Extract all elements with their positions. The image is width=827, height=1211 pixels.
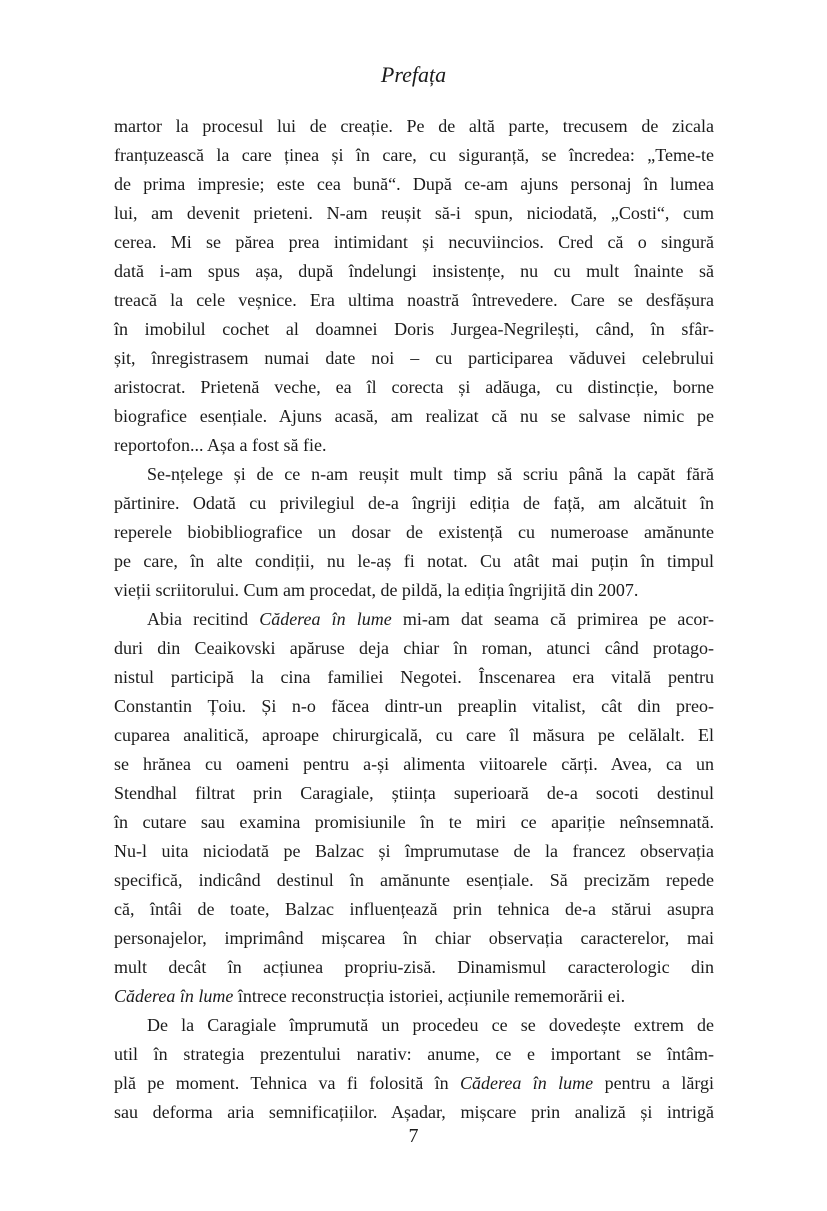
text-line bbox=[114, 489, 714, 518]
text-line bbox=[114, 924, 714, 953]
text-line bbox=[114, 315, 714, 344]
text-run: Stendhal filtrat prin Caragiale, știința superioară de-a socoti destinul bbox=[114, 783, 714, 803]
text-run: sau deforma aria semnificațiilor. Așadar, mișcare prin analiză și intrigă bbox=[114, 1102, 714, 1122]
text-line bbox=[114, 837, 714, 866]
text-run: părtinire. Odată cu privilegiul de-a îngriji ediția de față, am alcătuit în bbox=[114, 493, 714, 513]
text-line bbox=[114, 663, 714, 692]
text-line bbox=[114, 1040, 714, 1069]
text-line bbox=[114, 982, 714, 1011]
text-run: De la Caragiale împrumută un procedeu ce se dovedește extrem de bbox=[147, 1015, 714, 1035]
text-run: util în strategia prezentului narativ: anume, ce e important se întâm- bbox=[114, 1044, 714, 1064]
text-run: în imobilul cochet al doamnei Doris Jurgea-Negrilești, când, în sfâr- bbox=[114, 319, 714, 339]
text-run: Se-nțelege și de ce n-am reușit mult timp să scriu până la capăt fără bbox=[147, 464, 714, 484]
text-run: biografice esențiale. Ajuns acasă, am realizat că nu se salvase nimic pe bbox=[114, 406, 714, 426]
text-run: cuparea analitică, aproape chirurgicală, cu care îl măsura pe celălalt. El bbox=[114, 725, 714, 745]
text-line bbox=[114, 692, 714, 721]
book-title-italic: Căderea în lume bbox=[460, 1073, 594, 1093]
text-line bbox=[114, 199, 714, 228]
text-run: Nu-l uita niciodată pe Balzac și împrumutase de la francez observația bbox=[114, 841, 714, 861]
text-line bbox=[114, 1011, 714, 1040]
text-run: specifică, indicând destinul în amănunte esențiale. Să precizăm repede bbox=[114, 870, 714, 890]
text-line bbox=[114, 576, 714, 605]
page-number: 7 bbox=[408, 1125, 419, 1147]
text-run: vieții scriitorului. Cum am procedat, de pildă, la ediția îngrijită din 2007. bbox=[114, 580, 639, 600]
text-run: mi-am dat seama că primirea pe acor- bbox=[391, 609, 715, 629]
text-run: se hrănea cu oameni pentru a-și alimenta viitoarele cărți. Avea, ca un bbox=[114, 754, 714, 774]
text-run: că, întâi de toate, Balzac influențează prin tehnica de-a stărui asupra bbox=[114, 899, 714, 919]
text-run: pentru a lărgi bbox=[593, 1073, 715, 1093]
text-run: dată i-am spus așa, după îndelungi insistențe, nu cu mult înainte să bbox=[114, 261, 714, 281]
text-run: întrece reconstrucția istoriei, acțiunile rememorării ei. bbox=[233, 986, 626, 1006]
book-title-italic: Căderea în lume bbox=[259, 609, 392, 629]
text-line bbox=[114, 634, 714, 663]
text-line bbox=[114, 286, 714, 315]
text-line bbox=[114, 460, 714, 489]
text-line bbox=[114, 779, 714, 808]
text-line bbox=[114, 953, 714, 982]
text-run: nistul participă la cina familiei Negotei. Înscenarea era vitală pentru bbox=[114, 667, 714, 687]
text-run: reportofon... Așa a fost să fie. bbox=[114, 435, 327, 455]
text-run: treacă la cele veșnice. Era ultima noastră întrevedere. Care se desfășura bbox=[114, 290, 714, 310]
text-line bbox=[114, 750, 714, 779]
text-line bbox=[114, 228, 714, 257]
text-line bbox=[114, 547, 714, 576]
text-line bbox=[114, 257, 714, 286]
text-line bbox=[114, 518, 714, 547]
text-line bbox=[114, 170, 714, 199]
text-run: martor la procesul lui de creație. Pe de altă parte, trecusem de zicala bbox=[114, 116, 714, 136]
text-line bbox=[114, 141, 714, 170]
text-run: șit, înregistrasem numai date noi – cu participarea văduvei celebrului bbox=[114, 348, 714, 368]
text-run: reperele biobibliografice un dosar de existență cu numeroase amănunte bbox=[114, 522, 714, 542]
text-run: lui, am devenit prieteni. N-am reușit să-i spun, niciodată, „Costi“, cum bbox=[114, 203, 714, 223]
text-line bbox=[114, 431, 714, 460]
page-title: Prefața bbox=[380, 62, 447, 87]
text-run: Abia recitind bbox=[147, 609, 260, 629]
text-line bbox=[114, 344, 714, 373]
page-body bbox=[114, 112, 714, 1127]
text-run: pe care, în alte condiții, nu le-aș fi notat. Cu atât mai puțin în timpul bbox=[114, 551, 714, 571]
text-run: aristocrat. Prietenă veche, ea îl corecta și adăuga, cu distincție, borne bbox=[114, 377, 714, 397]
text-run: Constantin Țoiu. Și n-o făcea dintr-un preaplin vitalist, cât din preo- bbox=[114, 696, 714, 716]
text-line bbox=[114, 402, 714, 431]
text-line bbox=[114, 808, 714, 837]
text-run: franțuzească la care ținea și în care, cu siguranță, se încredea: „Teme-te bbox=[114, 145, 714, 165]
text-run: în cutare sau examina promisiunile în te miri ce apariție neînsemnată. bbox=[114, 812, 714, 832]
text-run: de prima impresie; este cea bună“. După ce-am ajuns personaj în lumea bbox=[114, 174, 714, 194]
text-line bbox=[114, 866, 714, 895]
text-line bbox=[114, 373, 714, 402]
text-run: cerea. Mi se părea prea intimidant și necuviincios. Cred că o singură bbox=[114, 232, 714, 252]
text-line bbox=[114, 605, 714, 634]
text-run: mult decât în acțiunea propriu-zisă. Dinamismul caracterologic din bbox=[114, 957, 714, 977]
text-run: personajelor, imprimând mișcarea în chiar observația caracterelor, mai bbox=[114, 928, 714, 948]
text-line bbox=[114, 1069, 714, 1098]
book-title-italic: Căderea în lume bbox=[114, 986, 234, 1006]
text-line bbox=[114, 895, 714, 924]
text-line bbox=[114, 721, 714, 750]
text-line bbox=[114, 112, 714, 141]
text-run: duri din Ceaikovski apăruse deja chiar în roman, atunci când protago- bbox=[114, 638, 714, 658]
text-run: plă pe moment. Tehnica va fi folosită în bbox=[114, 1073, 461, 1093]
